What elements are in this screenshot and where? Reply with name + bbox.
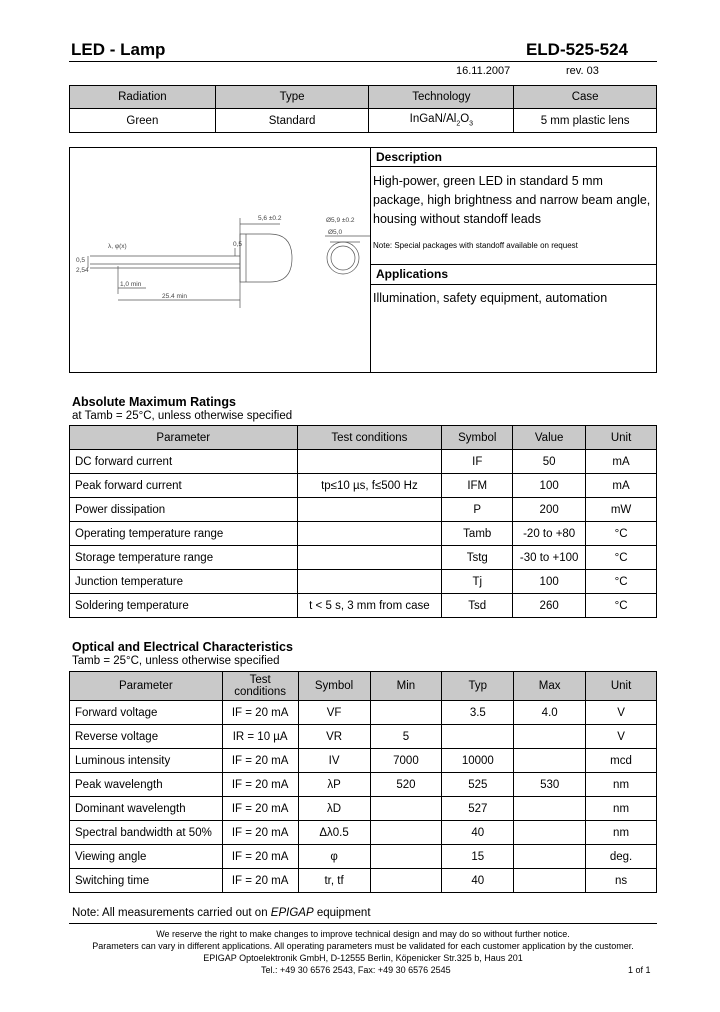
optical-cell: 40 <box>442 821 514 845</box>
optical-cell <box>514 797 586 821</box>
optical-cell: 520 <box>370 773 442 797</box>
optical-cell: Switching time <box>70 869 223 893</box>
optical-cell: 530 <box>514 773 586 797</box>
abs-max-cell: Power dissipation <box>70 498 298 522</box>
abs-max-cell: 50 <box>513 450 586 474</box>
abs-max-cell: Operating temperature range <box>70 522 298 546</box>
measurement-note <box>72 907 371 919</box>
optical-cell <box>514 845 586 869</box>
abs-max-cell: °C <box>586 594 657 618</box>
abs-max-cell <box>297 522 442 546</box>
description-note: Note: Special packages with standoff available on request <box>373 241 578 250</box>
note-brand: EPIGAP <box>270 907 314 919</box>
optical-cell <box>442 725 514 749</box>
abs-max-cell: °C <box>586 522 657 546</box>
optical-cell <box>370 845 442 869</box>
page-number: 1 of 1 <box>628 965 651 975</box>
optical-cell: VR <box>298 725 370 749</box>
abs-max-cell <box>297 450 442 474</box>
abs-max-cell: Tj <box>442 570 513 594</box>
optical-cell: IF = 20 mA <box>222 773 298 797</box>
abs-max-table <box>69 425 657 618</box>
description-text: High-power, green LED in standard 5 mm package, high brightness and narrow beam angle, housing without standoff leads <box>373 174 651 226</box>
optical-cell <box>514 821 586 845</box>
optical-cell: Reverse voltage <box>70 725 223 749</box>
document-revision: rev. 03 <box>566 65 599 77</box>
optical-cell: 10000 <box>442 749 514 773</box>
box-divider-app-title <box>370 284 657 285</box>
optical-cell: Luminous intensity <box>70 749 223 773</box>
optical-row <box>70 797 657 821</box>
opt-header-max: Max <box>514 672 586 701</box>
optical-cell: 5 <box>370 725 442 749</box>
optical-cell: 525 <box>442 773 514 797</box>
abs-header-unit: Unit <box>586 426 657 450</box>
description-title: Description <box>376 150 443 164</box>
optical-cell: IR = 10 µA <box>222 725 298 749</box>
abs-max-cell: tp≤10 µs, f≤500 Hz <box>297 474 442 498</box>
abs-max-row <box>70 498 657 522</box>
box-divider-desc-title <box>370 166 657 167</box>
applications-title: Applications <box>376 267 449 281</box>
optical-cell: Spectral bandwidth at 50% <box>70 821 223 845</box>
abs-max-cell: 100 <box>513 474 586 498</box>
optical-cell: IF = 20 mA <box>222 701 298 725</box>
abs-max-cell: IF <box>442 450 513 474</box>
optical-cell: 40 <box>442 869 514 893</box>
note-suffix: equipment <box>313 907 371 919</box>
optical-cell <box>514 725 586 749</box>
package-drawing <box>70 148 370 374</box>
optical-cell: Forward voltage <box>70 701 223 725</box>
abs-max-cell: -30 to +100 <box>513 546 586 570</box>
dim-outer-diameter-label: Ø5,9 ±0.2 <box>326 217 355 224</box>
optical-cell: λP <box>298 773 370 797</box>
optical-cell <box>514 869 586 893</box>
dim-angle-label: λ, φ(x) <box>108 243 127 250</box>
optical-cell: Δλ0.5 <box>298 821 370 845</box>
abs-max-cell <box>297 498 442 522</box>
optical-cell: 15 <box>442 845 514 869</box>
opt-header-typ: Typ <box>442 672 514 701</box>
summary-header-technology: Technology <box>369 86 514 109</box>
abs-max-row <box>70 474 657 498</box>
description-box <box>69 147 657 373</box>
abs-max-row <box>70 570 657 594</box>
optical-row <box>70 773 657 797</box>
abs-max-row <box>70 450 657 474</box>
optical-row <box>70 869 657 893</box>
footer-phone: Tel.: +49 30 6576 2543, Fax: +49 30 6576 2545 <box>261 965 451 975</box>
abs-max-cell: IFM <box>442 474 513 498</box>
optical-cell: Dominant wavelength <box>70 797 223 821</box>
optical-cell: 4.0 <box>514 701 586 725</box>
opt-header-unit: Unit <box>586 672 657 701</box>
abs-max-cell: t < 5 s, 3 mm from case <box>297 594 442 618</box>
optical-cell: 3.5 <box>442 701 514 725</box>
optical-cell: IF = 20 mA <box>222 869 298 893</box>
product-title: LED - Lamp <box>71 40 166 59</box>
abs-max-row <box>70 522 657 546</box>
footer-address: EPIGAP Optoelektronik GmbH, D-12555 Berlin, Köpenicker Str.325 b, Haus 201 <box>203 953 523 963</box>
abs-max-cell: mA <box>586 450 657 474</box>
dim-pitch-label: 2,54 <box>76 267 89 274</box>
dim-lead-width-label: 0,5 <box>76 257 86 264</box>
part-number: ELD-525-524 <box>525 40 628 59</box>
optical-cell: tr, tf <box>298 869 370 893</box>
summary-radiation: Green <box>70 109 216 133</box>
abs-max-cell: °C <box>586 546 657 570</box>
applications-text: Illumination, safety equipment, automation <box>373 291 608 305</box>
optical-cell: IF = 20 mA <box>222 749 298 773</box>
abs-max-cell: Soldering temperature <box>70 594 298 618</box>
abs-header-parameter: Parameter <box>70 426 298 450</box>
optical-row <box>70 821 657 845</box>
optical-cell <box>514 749 586 773</box>
optical-cell <box>370 797 442 821</box>
summary-case: 5 mm plastic lens <box>514 109 657 133</box>
header-rule <box>69 61 657 62</box>
dim-diameter-label: Ø5,0 <box>328 229 343 236</box>
optical-cell <box>370 701 442 725</box>
optical-cell: nm <box>586 797 657 821</box>
abs-max-cell: Tamb <box>442 522 513 546</box>
footer-disclaimer: We reserve the right to make changes to improve technical design and may do so without further notice. <box>156 929 570 939</box>
optical-cell: IF = 20 mA <box>222 797 298 821</box>
footer-parameters: Parameters can vary in different applications. All operating parameters must be validated for each customer application by the customer. <box>92 941 634 951</box>
optical-cell: VF <box>298 701 370 725</box>
opt-header-symbol: Symbol <box>298 672 370 701</box>
abs-max-cell: mA <box>586 474 657 498</box>
abs-max-cell: DC forward current <box>70 450 298 474</box>
optical-cell: V <box>586 701 657 725</box>
abs-max-row <box>70 594 657 618</box>
dim-lead-length-label: 25.4 min <box>162 293 187 300</box>
optical-cell <box>370 821 442 845</box>
abs-max-cell <box>297 546 442 570</box>
optical-cell: Peak wavelength <box>70 773 223 797</box>
optical-cell: nm <box>586 773 657 797</box>
abs-max-cell: mW <box>586 498 657 522</box>
abs-max-cell: -20 to +80 <box>513 522 586 546</box>
summary-header-radiation: Radiation <box>70 86 216 109</box>
optical-cell: deg. <box>586 845 657 869</box>
abs-max-cell: P <box>442 498 513 522</box>
optical-row <box>70 725 657 749</box>
opt-header-min: Min <box>370 672 442 701</box>
optical-table <box>69 671 657 893</box>
abs-max-cell: Tsd <box>442 594 513 618</box>
optical-cell: 7000 <box>370 749 442 773</box>
summary-type: Standard <box>215 109 369 133</box>
abs-max-cell: °C <box>586 570 657 594</box>
optical-cell: Viewing angle <box>70 845 223 869</box>
dim-min-length-label: 1,0 min <box>120 281 142 288</box>
abs-max-cell: Peak forward current <box>70 474 298 498</box>
document-date: 16.11.2007 <box>456 65 511 77</box>
abs-max-cell: 260 <box>513 594 586 618</box>
note-prefix: Note: All measurements carried out on <box>72 907 271 919</box>
abs-max-cell <box>297 570 442 594</box>
abs-max-cell: Storage temperature range <box>70 546 298 570</box>
optical-cell: φ <box>298 845 370 869</box>
optical-cell: V <box>586 725 657 749</box>
optical-cell: λD <box>298 797 370 821</box>
abs-header-conditions: Test conditions <box>297 426 442 450</box>
optical-cell: IV <box>298 749 370 773</box>
abs-max-subtitle: at Tamb = 25°C, unless otherwise specified <box>72 410 293 422</box>
optical-cell <box>370 869 442 893</box>
summary-header-case: Case <box>514 86 657 109</box>
abs-max-cell: 200 <box>513 498 586 522</box>
footer-rule <box>69 923 657 924</box>
optical-row <box>70 845 657 869</box>
abs-max-row <box>70 546 657 570</box>
optical-title: Optical and Electrical Characteristics <box>72 640 293 654</box>
optical-cell: nm <box>586 821 657 845</box>
abs-max-cell: Junction temperature <box>70 570 298 594</box>
optical-cell: mcd <box>586 749 657 773</box>
optical-cell: 527 <box>442 797 514 821</box>
box-divider-applications <box>370 264 657 265</box>
abs-header-symbol: Symbol <box>442 426 513 450</box>
abs-max-title: Absolute Maximum Ratings <box>72 395 236 409</box>
optical-cell: ns <box>586 869 657 893</box>
optical-row <box>70 749 657 773</box>
summary-header-type: Type <box>215 86 369 109</box>
abs-max-cell: 100 <box>513 570 586 594</box>
abs-max-cell: Tstg <box>442 546 513 570</box>
opt-header-conditions: Test conditions <box>222 672 298 701</box>
summary-table <box>69 85 657 133</box>
abs-header-value: Value <box>513 426 586 450</box>
opt-header-parameter: Parameter <box>70 672 223 701</box>
box-divider-vertical <box>370 148 371 372</box>
optical-cell: IF = 20 mA <box>222 821 298 845</box>
summary-technology: InGaN/$Al_2O_3$ <box>369 109 514 133</box>
dim-lead-spacing-label: 0,5 <box>233 241 243 248</box>
dim-length-label: 5,6 ±0.2 <box>258 215 282 222</box>
optical-row <box>70 701 657 725</box>
optical-subtitle: Tamb = 25°C, unless otherwise specified <box>72 655 280 667</box>
optical-cell: IF = 20 mA <box>222 845 298 869</box>
